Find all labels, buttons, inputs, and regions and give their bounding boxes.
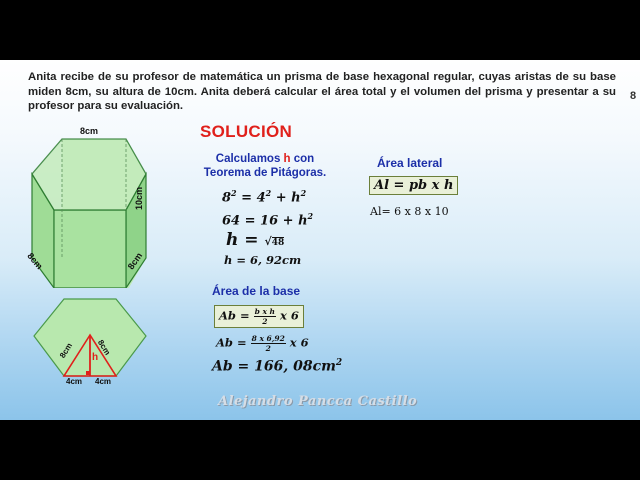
solution-title: SOLUCIÓN: [200, 122, 293, 141]
area-base-substitution: Ab = $\frac{8 x 6,92}{2}$ x 6: [216, 334, 309, 353]
hex-label-right: 8cm: [95, 338, 113, 357]
area-lateral-formula: Al = pb x h: [369, 176, 458, 195]
equation-3: h = √48: [226, 230, 285, 250]
area-base-formula: Ab = $\frac{\text{b x h}}{2}$ x 6: [214, 305, 304, 328]
author-signature: Alejandro Pancca Castillo: [218, 394, 418, 409]
hexagon-base-diagram: [28, 298, 152, 390]
area-base-result: Ab = 166, $08cm^2$: [212, 358, 343, 375]
h-result: h = 6, 92cm: [224, 253, 302, 267]
prism-label-height: 10cm: [134, 186, 144, 210]
hexagonal-prism-diagram: [24, 128, 174, 288]
prism-front-face: [54, 210, 126, 288]
right-angle-mark: [86, 371, 90, 375]
sqrt-sign: √: [264, 235, 272, 248]
area-lateral-calc: Al= 6 x 8 x 10: [370, 205, 449, 218]
prism-label-top: 8cm: [80, 126, 99, 136]
hex-label-left: 8cm: [57, 341, 75, 360]
fraction: $\frac{8 x 6,92}{2}$: [251, 334, 285, 353]
edge-mark: 8: [630, 90, 637, 102]
area-lateral-title: Área lateral: [377, 156, 443, 170]
prism-label-bottom-left: 8cm: [25, 250, 45, 272]
problem-statement: Anita recibe de su profesor de matemática un prisma de base hexagonal regular, cuyas aristas de su base miden 8cm, su altura de 10cm. Anita deberá calcular el área total y el volumen del prisma y presentar a su profesor para su evaluación.: [28, 71, 616, 112]
prism-top-face: [32, 139, 146, 210]
equation-1: $8^2 = 4^2 + h^2$: [222, 188, 307, 206]
slide: [0, 60, 640, 420]
area-base-title: Área de la base: [212, 284, 301, 298]
pythagoras-heading: Calculamos h con Teorema de Pitágoras.: [203, 153, 327, 179]
hex-label-h: h: [92, 352, 99, 363]
hex-label-bottom-right: 4cm: [95, 377, 112, 386]
prism-label-bottom-right: 8cm: [125, 250, 145, 272]
fraction: $\frac{\text{b x h}}{2}$: [254, 307, 275, 326]
equation-2: $64 = 16 + h^2$: [222, 211, 314, 229]
hex-label-bottom-left: 4cm: [66, 377, 83, 386]
